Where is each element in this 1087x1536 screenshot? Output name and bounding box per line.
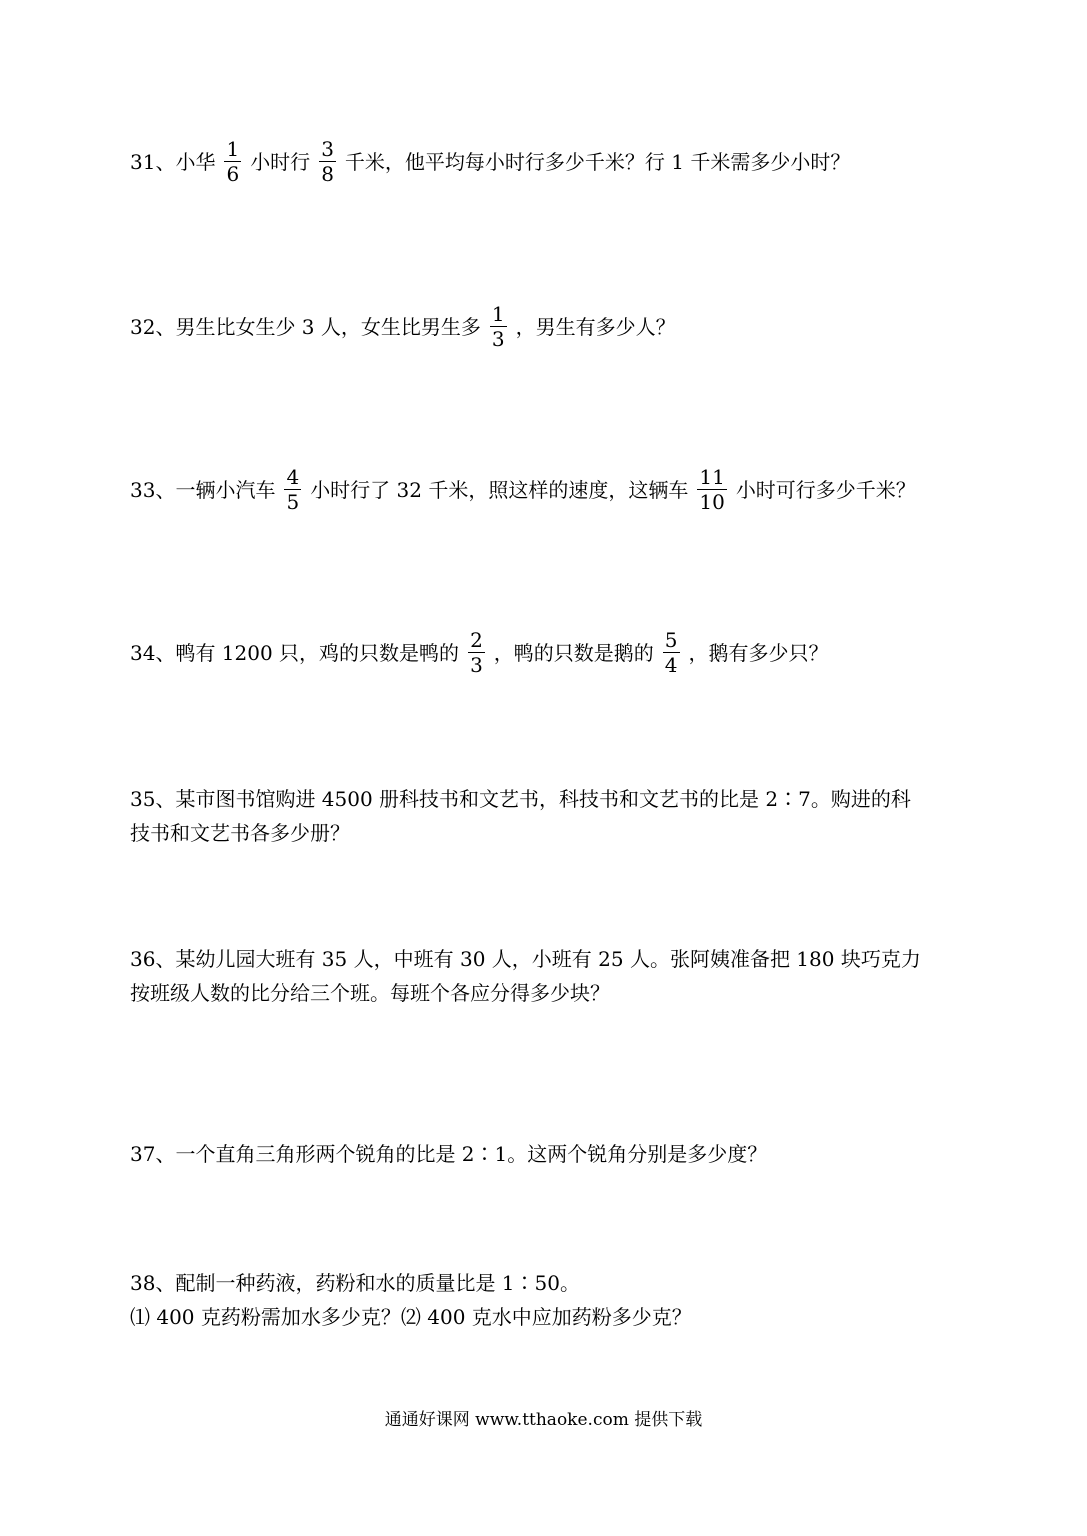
page-footer: 通通好课网 www.tthaoke.com 提供下载 [384,1410,703,1430]
q31-text-a: 31、小华 [130,150,216,174]
fraction-numerator: 3 [321,137,334,161]
q34-text-c: ，鹅有多少只？ [688,641,829,665]
question-31 [130,137,851,186]
q32-fraction-1 [490,304,507,349]
q33-text-c: 小时可行多少千米？ [735,478,916,502]
q34-text-a: 34、鸭有 1200 只，鸡的只数是鸭的 [130,641,460,665]
q32-text-b: ，男生有多少人？ [515,315,676,339]
q33-fraction-1 [284,467,301,512]
fraction-denominator: 5 [286,490,300,514]
fraction-numerator: 2 [470,628,483,652]
q32-text-a: 32、男生比女生少 3 人，女生比男生多 [130,315,481,339]
question-35 [130,782,911,850]
q36-line-2: 按班级人数的比分给三个班。每班个各应分得多少块？ [130,981,610,1005]
q38-line-2: ⑴ 400 克药粉需加水多少克？⑵ 400 克水中应加药粉多少克？ [130,1305,692,1329]
q35-line-1: 35、某市图书馆购进 4500 册科技书和文艺书，科技书和文艺书的比是 2∶7。购进的科 [130,787,911,811]
q33-fraction-2 [697,467,726,512]
fraction-denominator: 3 [491,327,505,351]
fraction-numerator: 5 [664,628,678,652]
fraction-numerator: 11 [699,465,725,489]
fraction-denominator: 10 [699,490,725,514]
fraction-numerator: 1 [226,137,240,161]
q34-text-b: ，鸭的只数是鹅的 [493,641,654,665]
fraction-denominator: 4 [664,653,678,677]
q33-text-a: 33、一辆小汽车 [130,478,276,502]
question-34 [130,628,829,677]
q31-fraction-2 [319,139,336,184]
q31-text-b: 小时行 [250,150,311,174]
fraction-denominator: 3 [470,653,483,677]
q34-fraction-1 [468,630,485,675]
question-37 [130,1137,767,1171]
q34-fraction-2 [663,630,680,675]
q31-text-c: 千米，他平均每小时行多少千米？行 1 千米需多少小时？ [344,150,851,174]
q33-text-b: 小时行了 32 千米，照这样的速度，这辆车 [310,478,689,502]
question-36 [130,942,921,1010]
question-32 [130,302,676,351]
q35-line-2: 技书和文艺书各多少册？ [130,821,350,845]
fraction-numerator: 4 [286,465,300,489]
q37-line-1: 37、一个直角三角形两个锐角的比是 2∶1。这两个锐角分别是多少度？ [130,1142,768,1166]
question-33 [130,465,916,514]
q31-fraction-1 [224,139,241,184]
fraction-denominator: 8 [321,162,334,186]
fraction-denominator: 6 [226,162,240,186]
fraction-numerator: 1 [491,302,505,326]
q36-line-1: 36、某幼儿园大班有 35 人，中班有 30 人，小班有 25 人。张阿姨准备把 180 块巧克力 [130,947,921,971]
q38-line-1: 38、配制一种药液，药粉和水的质量比是 1∶50。 [130,1271,580,1295]
question-38 [130,1266,692,1334]
